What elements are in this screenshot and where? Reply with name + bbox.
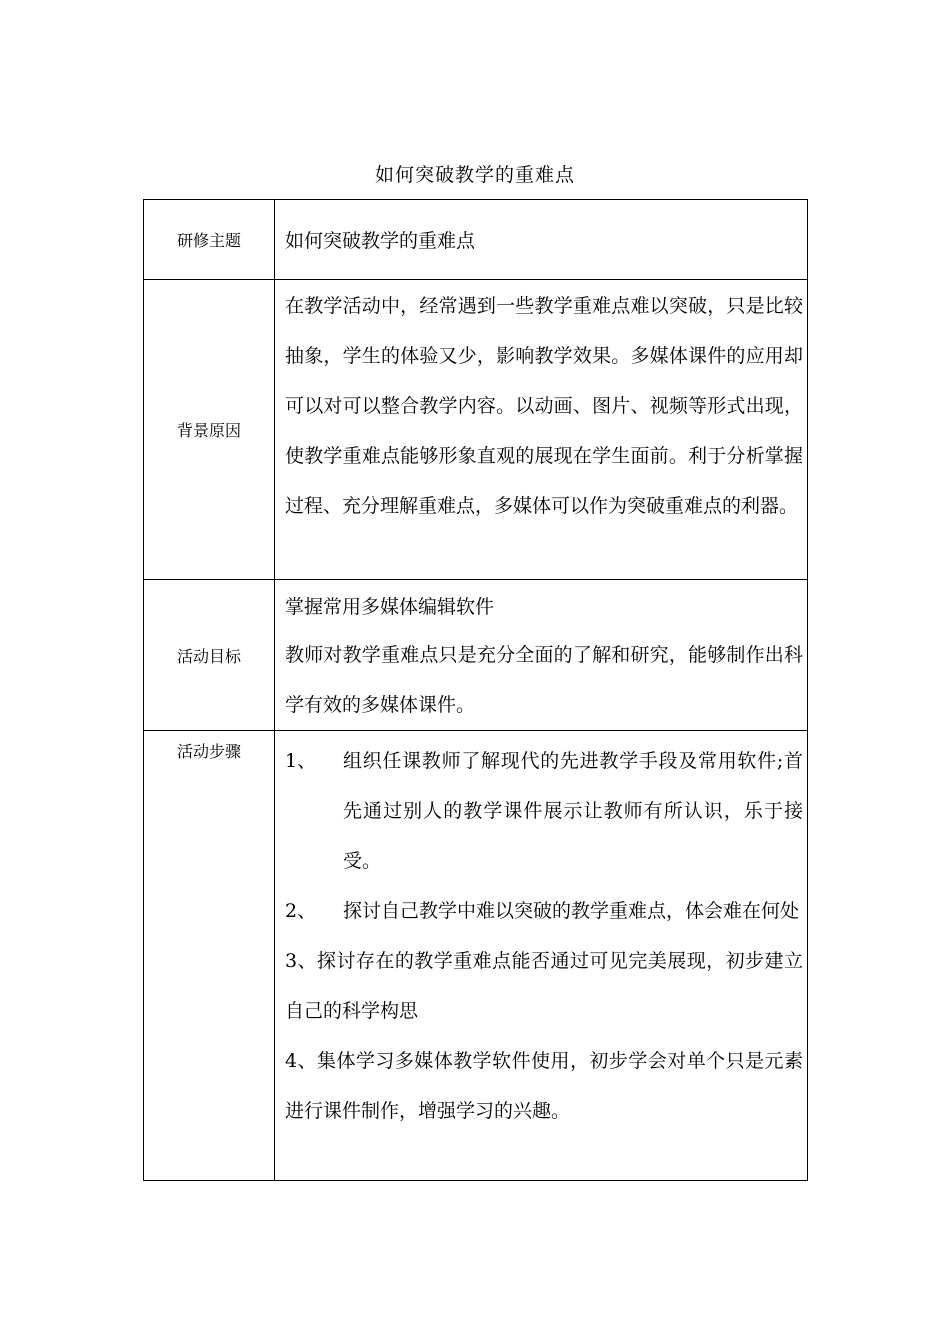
background-cell: [275, 280, 808, 580]
background-text: 在教学活动中，经常遇到一些教学重难点难以突破，只是比较抽象，学生的体验又少，影响教学效果。多媒体课件的应用却可以对可以整合教学内容。以动画、图片、视频等形式出现，使教学重难点能够形象直观的展现在学生面前。利于分析掌握过程、充分理解重难点，多媒体可以作为突破重难点的利器。: [285, 295, 803, 517]
goal-label: 活动目标: [144, 580, 275, 731]
goal-line-2: 教师对教学重难点只是充分全面的了解和研究，能够制作出科学有效的多媒体课件。: [285, 644, 803, 716]
goal-row: [144, 580, 808, 731]
goal-cell: [275, 580, 808, 731]
step-item: [285, 886, 803, 936]
step-number: 2、: [285, 900, 317, 922]
background-row: [144, 280, 808, 580]
step-item-4: 4、集体学习多媒体教学软件使用，初步学会对单个只是元素进行课件制作，增强学习的兴趣。: [285, 1050, 803, 1122]
topic-value: 如何突破教学的重难点: [275, 200, 808, 280]
topic-row: [144, 200, 808, 280]
steps-row: [144, 731, 808, 1181]
step-item-3: 3、探讨存在的教学重难点能否通过可见完美展现，初步建立自己的科学构思: [285, 950, 803, 1022]
steps-cell: [275, 731, 808, 1181]
training-plan-table: [143, 199, 808, 1181]
step-text: 探讨自己教学中难以突破的教学重难点，体会难在何处: [343, 900, 800, 922]
topic-label: 研修主题: [144, 200, 275, 280]
document-title: 如何突破教学的重难点: [374, 164, 575, 186]
step-number: 1、: [285, 750, 317, 772]
goal-line-1: 掌握常用多媒体编辑软件: [285, 596, 495, 618]
step-text: 组织任课教师了解现代的先进教学手段及常用软件;首先通过别人的教学课件展示让教师有所认识，乐于接受。: [343, 750, 803, 872]
background-label: 背景原因: [144, 280, 275, 580]
steps-label: 活动步骤: [176, 742, 241, 761]
steps-label-cell: [144, 731, 275, 1181]
step-item: [285, 736, 803, 886]
